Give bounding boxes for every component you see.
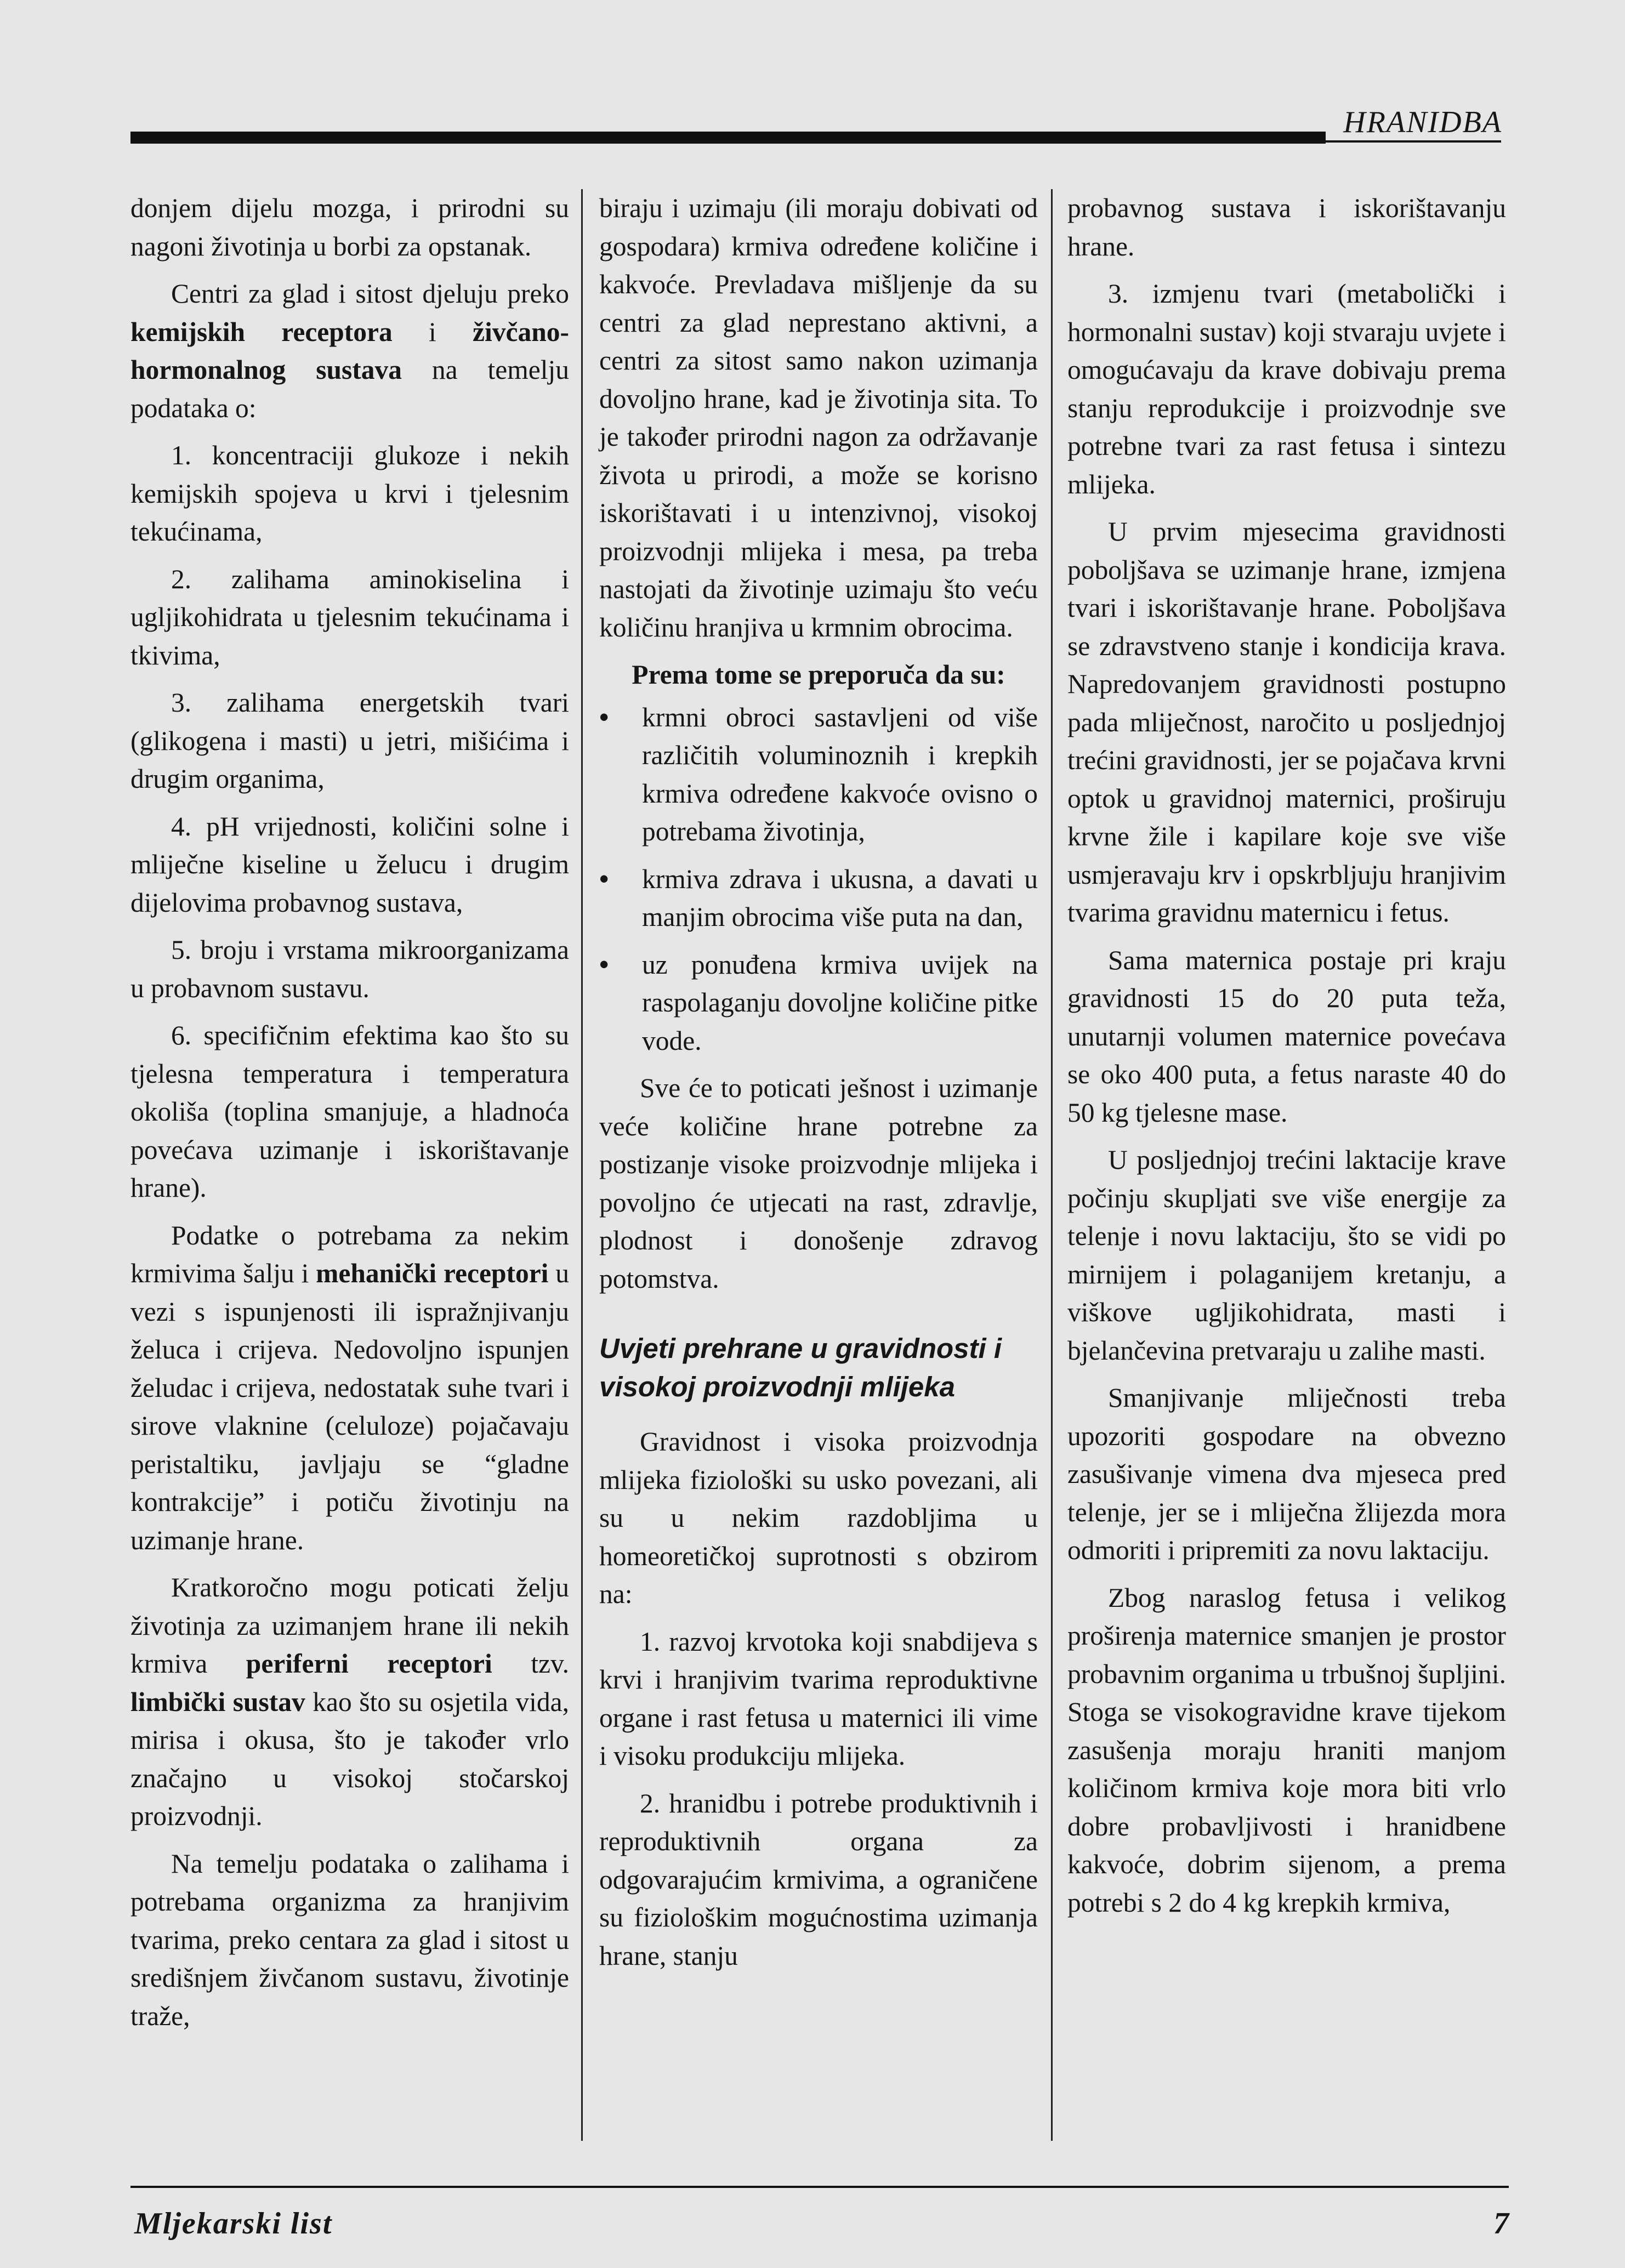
paragraph xyxy=(130,1217,569,1560)
journal-name: Mljekarski list xyxy=(134,2207,333,2241)
bullet-text: krmni obroci sastavljeni od više različitih voluminoznih i krepkih krmiva određene kakvoće ovisno o potrebama životinja, xyxy=(642,702,1038,846)
list-item: 1. koncentraciji glukoze i nekih kemijskih spojeva u krvi i tjelesnim tekućinama, xyxy=(130,440,569,547)
bold-term: mehanički receptori xyxy=(316,1258,549,1288)
paragraph: Sve će to poticati ješnost i uzimanje veće količine hrane potrebne za postizanje visoke proizvodnje mlijeka i povoljno će utjecati na rast, zdravlje, plodnost i donošenje zdravog potomstva. xyxy=(599,1073,1038,1294)
list-item: 6. specifičnim efektima kao što su tjelesna temperatura i temperatura okoliša (toplina smanjuje, a hladnoća povećava uzimanje i iskorištavanje hrane). xyxy=(130,1020,569,1203)
section-subheading: Uvjeti prehrane u gravidnosti i visokoj proizvodnji mlijeka xyxy=(599,1333,1002,1402)
text-run: Centri za glad i sitost djeluju preko xyxy=(171,278,569,309)
text-run: Podatke o potrebama za nekim krmivima šalju i xyxy=(130,1220,569,1288)
text-run: Kratkoročno mogu poticati želju životinja za uzimanjem hrane ili nekih krmiva xyxy=(130,1572,569,1679)
list-item: 1. razvoj krvotoka koji snabdijeva s krvi i hranjivim tvarima reproduktivne organe i rast fetusa u maternici ili vime i visoku produkciju mlijeka. xyxy=(599,1626,1038,1771)
list-item: 5. broju i vrstama mikroorganizama u probavnom sustavu. xyxy=(130,935,569,1003)
list-item: 4. pH vrijednosti, količini solne i mliječne kiseline u želucu i drugim dijelovima probavnog sustava, xyxy=(130,811,569,918)
paragraph: Gravidnost i visoka proizvodnja mlijeka fiziološki su usko povezani, ali su u nekim razdobljima u homeoretičkoj suprotnosti s obzirom na: xyxy=(599,1426,1038,1609)
paragraph xyxy=(130,275,569,427)
bold-term: periferni receptori xyxy=(246,1649,492,1679)
bold-term: Prema tome se preporuča da su: xyxy=(632,660,1005,690)
text-run: na temelju podataka o: xyxy=(130,355,569,423)
footer-rule xyxy=(130,2186,1509,2188)
paragraph: U posljednjoj trećini laktacije krave počinju skupljati sve više energije za telenje i novu laktaciju, što se vidi po mirnijem i polaganijem kretanju, a viškove ugljikohidrata, masti i bjelančevina pretvaraju u zalihe masti. xyxy=(1067,1145,1506,1366)
text-run: u vezi s ispunjenosti ili ispražnjivanju želuca i crijeva. Nedovoljno ispunjen želudac i crijeva, nedostatak suhe tvari i sirove vlaknine (celuloze) pojačavaju peristaltiku, javljaju se “gladne kontrakcije” i potiču životinju na uzimanje hrane. xyxy=(130,1258,570,1555)
page-number: 7 xyxy=(1493,2207,1509,2241)
bold-term: živčano-hormonalnog sustava xyxy=(130,316,569,385)
bullet-item xyxy=(599,698,1038,851)
column-3 xyxy=(1067,189,1506,1931)
paragraph: Zbog naraslog fetusa i velikog proširenja maternice smanjen je prostor probavnim organima u trbušnoj šupljini. Stoga se visokogravidne krave tijekom zasušenja moraju hraniti manjom količinom krmiva koje mora biti vrlo dobre probavljivosti i hranidbene kakvoće, dobrim sijenom, a prema potrebi s 2 do 4 kg krepkih krmiva, xyxy=(1067,1582,1506,1918)
column-2 xyxy=(599,189,1038,1984)
header-thin-rule xyxy=(1326,140,1501,143)
bullet-list xyxy=(599,698,1038,1060)
bullet-item xyxy=(599,946,1038,1060)
paragraph: Smanjivanje mliječnosti treba upozoriti gospodare na obvezno zasušivanje vimena dva mjeseca pred telenje, jer se i mliječna žlijezda mora odmoriti i pripremiti za novu laktaciju. xyxy=(1067,1383,1506,1565)
bullet-item xyxy=(599,860,1038,936)
recommendation-heading xyxy=(599,656,1038,694)
paragraph: donjem dijelu mozga, i prirodni su nagoni životinja u borbi za opstanak. xyxy=(130,193,569,262)
text-run: tzv. xyxy=(492,1649,569,1679)
paragraph: Sama maternica postaje pri kraju gravidnosti 15 do 20 puta teža, unutarnji volumen maternice povećava se oko 400 puta, a fetus naraste 40 do 50 kg tjelesne mase. xyxy=(1067,945,1506,1128)
column-1 xyxy=(130,189,569,2044)
list-item: 2. zalihama aminokiselina i ugljikohidrata u tjelesnim tekućinama i tkivima, xyxy=(130,564,569,670)
column-divider xyxy=(1051,189,1053,2141)
list-item: 2. hranidbu i potrebe produktivnih i reproduktivnih organa za odgovarajućim krmivima, a ograničene su fiziološkim mogućnostima uzimanja hrane, stanju xyxy=(599,1788,1038,1971)
text-run: i xyxy=(392,316,473,347)
bullet-icon: • xyxy=(599,949,609,980)
paragraph: U prvim mjesecima gravidnosti poboljšava se uzimanje hrane, izmjena tvari i iskorištavanje hrane. Poboljšava se zdravstveno stanje i kondicija krava. Napredovanjem gravidnosti postupno pada mliječnost, naročito u posljednjoj trećini gravidnosti, jer se pojačava krvni optok u gravidnoj maternici, proširuju krvne žile i kapilare koje sve više usmjeravaju krv i opskrbljuju hranjivim tvarima gravidnu maternicu i fetus. xyxy=(1067,516,1506,928)
column-divider xyxy=(581,189,583,2141)
paragraph: biraju i uzimaju (ili moraju dobivati od gospodara) krmiva određene količine i kakvoće. Prevladava mišljenje da su centri za glad neprestano aktivni, a centri za sitost samo nakon uzimanja dovoljno hrane, kad je životinja sita. To je također prirodni nagon za održavanje života u prirodi, a može se korisno iskorištavati i u intenzivnoj, visokoj proizvodnji mlijeka i mesa, pa treba nastojati da životinje uzimaju što veću količinu hranjiva u krmnim obrocima. xyxy=(599,193,1038,643)
bullet-text: uz ponuđena krmiva uvijek na raspolaganju dovoljne količine pitke vode. xyxy=(642,949,1038,1056)
list-item: 3. izmjenu tvari (metabolički i hormonalni sustav) koji stvaraju uvjete i omogućavaju da krave dobivaju prema stanju reprodukcije i proizvodnje sve potrebne tvari za rast fetusa i sintezu mlijeka. xyxy=(1067,278,1506,499)
text-run: kao što su osjetila vida, mirisa i okusa, što je također vrlo značajno u visokoj stočarskoj proizvodnji. xyxy=(130,1686,569,1831)
bullet-icon: • xyxy=(599,863,609,894)
bullet-icon: • xyxy=(599,702,609,732)
bold-term: kemijskih receptora xyxy=(130,316,393,347)
bold-term: limbički sustav xyxy=(130,1686,305,1717)
bullet-text: krmiva zdrava i ukusna, a davati u manjim obrocima više puta na dan, xyxy=(642,863,1038,932)
section-title: HRANIDBA xyxy=(1343,105,1502,139)
paragraph: probavnog sustava i iskorištavanju hrane. xyxy=(1067,193,1506,262)
paragraph: Na temelju podataka o zalihama i potrebama organizma za hranjivim tvarima, preko centara za glad i sitost u središnjem živčanom sustavu, životinje traže, xyxy=(130,1848,569,2031)
list-item: 3. zalihama energetskih tvari (glikogena i masti) u jetri, mišićima i drugim organima, xyxy=(130,687,569,794)
header-thick-rule xyxy=(130,132,1326,144)
paragraph xyxy=(130,1568,569,1835)
